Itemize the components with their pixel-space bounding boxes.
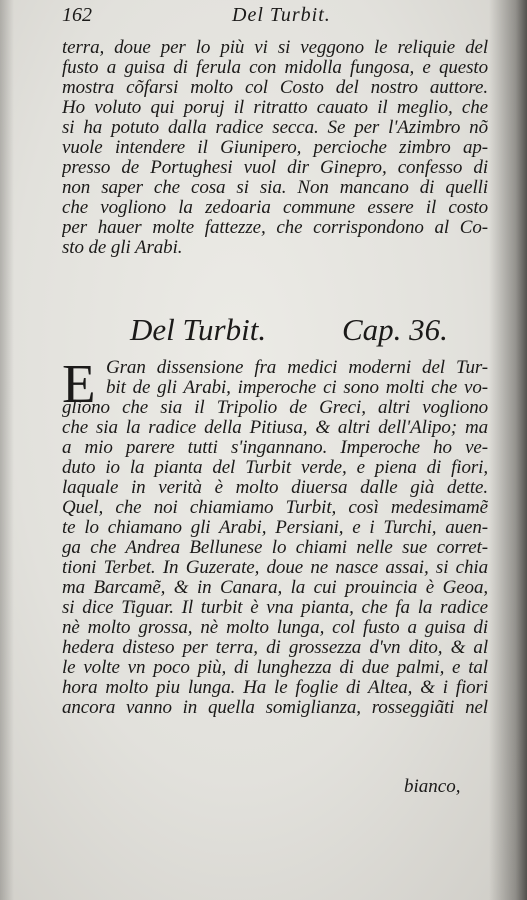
text-line: duto io la pianta del Turbit verde, e piena di fiori, bbox=[62, 458, 488, 478]
catchword: bianco, bbox=[404, 776, 461, 797]
text-line: terra, doue per lo più vi si veggono le reliquie del bbox=[62, 38, 488, 58]
paragraph-1 bbox=[62, 38, 488, 258]
page-gutter-shadow bbox=[0, 0, 14, 900]
text-line: le volte vn poco più, di lunghezza di due palmi, e tal bbox=[62, 658, 488, 678]
drop-cap: E bbox=[62, 353, 96, 414]
text-line: sto de gli Arabi. bbox=[62, 238, 183, 258]
text-line: si dice Tiguar. Il turbit è vna pianta, che fa la radice bbox=[62, 598, 488, 618]
text-line: hora molto piu lunga. Ha le foglie di Altea, & i fiori bbox=[62, 678, 488, 698]
text-line: mostra cõfarsi molto col Costo del nostro auttore. bbox=[62, 78, 488, 98]
text-line: presso de Portughesi vuol dir Ginepro, confesso di bbox=[62, 158, 488, 178]
running-head-title: Del Turbit. bbox=[232, 4, 331, 26]
text-line: non saper che cosa si sia. Non mancano di quelli bbox=[62, 178, 488, 198]
text-line: che vogliono la zedoaria commune essere il costo bbox=[62, 198, 488, 218]
text-line: a mio parere tutti s'ingannano. Imperoche ho ve- bbox=[62, 438, 488, 458]
page-number: 162 bbox=[62, 4, 92, 26]
text-line: Gran dissensione fra medici moderni del Tur- bbox=[106, 358, 488, 378]
text-line: vuole intendere il Giunipero, percioche zimbro ap- bbox=[62, 138, 488, 158]
text-line: nè molto grossa, nè molto lunga, col fusto a guisa di bbox=[62, 618, 488, 638]
text-line: laquale in verità è molto diuersa dalle già dette. bbox=[62, 478, 488, 498]
text-line: si ha potuto dalla radice secca. Se per l'Azimbro nõ bbox=[62, 118, 488, 138]
chapter-title: Del Turbit. bbox=[130, 312, 267, 347]
page-edge-shadow bbox=[489, 0, 527, 900]
text-line: ma Barcamẽ, & in Canara, la cui prouincia è Geoa, bbox=[62, 578, 488, 598]
text-line: ancora vanno in quella somiglianza, rosseggiãti nel bbox=[62, 698, 488, 718]
chapter-number: Cap. 36. bbox=[342, 312, 448, 347]
running-head bbox=[62, 4, 488, 26]
text-line: ga che Andrea Bellunese lo chiami nelle sue corret- bbox=[62, 538, 488, 558]
text-line: tioni Terbet. In Guzerate, doue ne nasce assai, si chia bbox=[62, 558, 488, 578]
text-line: gliono che sia il Tripolio de Greci, altri vogliono bbox=[62, 398, 488, 418]
text-line: bit de gli Arabi, imperoche ci sono molti che vo- bbox=[106, 378, 488, 398]
chapter-heading bbox=[130, 312, 470, 352]
text-line: Ho voluto qui poruj il ritratto cauato il meglio, che bbox=[62, 98, 488, 118]
text-line: che sia la radice della Pitiusa, & altri dell'Alipo; ma bbox=[62, 418, 488, 438]
text-line: Quel, che noi chiamiamo Turbit, così medesimamẽ bbox=[62, 498, 488, 518]
text-line: per hauer molte fattezze, che corrispondono al Co- bbox=[62, 218, 488, 238]
text-line: te lo chiamano gli Arabi, Persiani, e i Turchi, auen- bbox=[62, 518, 488, 538]
text-line: fusto a guisa di ferula con midolla fungosa, e questo bbox=[62, 58, 488, 78]
text-line: hedera disteso per terra, di grossezza d'vn dito, & al bbox=[62, 638, 488, 658]
paragraph-2 bbox=[62, 353, 488, 718]
